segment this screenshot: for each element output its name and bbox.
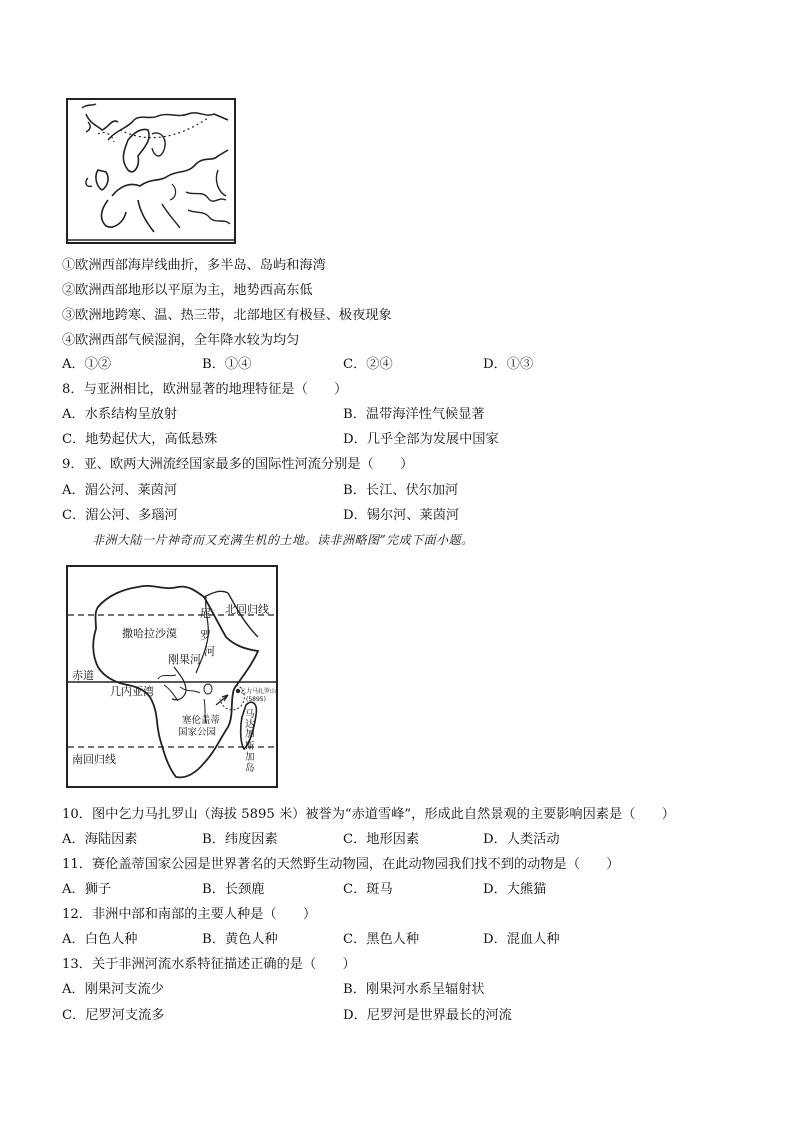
q11-option-b[interactable]: B．长颈鹿 <box>202 882 265 897</box>
statement-3: ③欧洲地跨寒、温、热三带，北部地区有极昼、极夜现象 <box>62 308 392 323</box>
q8-stem: 8．与亚洲相比，欧洲显著的地理特征是（ ） <box>62 382 348 397</box>
q12-stem: 12．非洲中部和南部的主要人种是（ ） <box>62 907 317 922</box>
europe-map-drawing <box>68 100 234 242</box>
congo-river-label: 刚果河 <box>168 653 201 666</box>
q8-option-c[interactable]: C．地势起伏大，高低悬殊 <box>62 432 218 447</box>
q12-option-b[interactable]: B．黄色人种 <box>202 932 278 947</box>
q9-option-d[interactable]: D．锡尔河、莱茵河 <box>343 508 460 523</box>
q10-option-d[interactable]: D．人类活动 <box>483 832 560 847</box>
q11-stem: 11．赛伦盖蒂国家公园是世界著名的天然野生动物园，在此动物园我们找不到的动物是（ ） <box>62 857 620 872</box>
q10-stem: 10．图中乞力马扎罗山（海拔 5895 米）被誉为“赤道雪峰”，形成此自然景观的主要影响因素是（ ） <box>62 807 675 822</box>
q8-option-b[interactable]: B．温带海洋性气候显著 <box>343 407 485 422</box>
q7-option-a[interactable]: A．①② <box>62 357 112 372</box>
q11-option-a[interactable]: A．狮子 <box>62 882 112 897</box>
q11-option-d[interactable]: D．大熊猫 <box>483 882 547 897</box>
sahara-label: 撒哈拉沙漠 <box>122 627 177 640</box>
q9-option-c[interactable]: C．湄公河、多瑙河 <box>62 508 178 523</box>
guinea-gulf-label: 几内亚湾 <box>110 685 154 698</box>
madagascar-label-3: 加 <box>245 729 255 740</box>
q10-option-a[interactable]: A．海陆因素 <box>62 832 138 847</box>
q9-stem: 9．亚、欧两大洲流经国家最多的国际性河流分别是（ ） <box>62 457 414 472</box>
q8-option-d[interactable]: D．几乎全部为发展中国家 <box>343 432 499 447</box>
q11-option-c[interactable]: C．斑马 <box>343 882 393 897</box>
statement-2: ②欧洲西部地形以平原为主，地势西高东低 <box>62 283 313 298</box>
africa-map <box>66 565 278 788</box>
q7-option-c[interactable]: C．②④ <box>343 357 393 372</box>
tropic-capricorn-label: 南回归线 <box>72 753 116 766</box>
q13-option-b[interactable]: B．刚果河水系呈辐射状 <box>343 982 485 997</box>
tropic-cancer-label: 北回归线 <box>225 603 269 616</box>
q12-option-d[interactable]: D．混血人种 <box>483 932 560 947</box>
madagascar-label-1: 马 <box>245 709 255 720</box>
q12-option-c[interactable]: C．黑色人种 <box>343 932 420 947</box>
q10-option-b[interactable]: B．纬度因素 <box>202 832 278 847</box>
q7-option-b[interactable]: B．①④ <box>202 357 252 372</box>
q7-option-d[interactable]: D．①③ <box>483 357 534 372</box>
q8-option-a[interactable]: A．水系结构呈放射 <box>62 407 178 422</box>
africa-intro: 非洲大陆一片神奇而又充满生机的土地。读非洲略图”完成下面小题。 <box>92 533 474 547</box>
q10-option-c[interactable]: C．地形因素 <box>343 832 420 847</box>
q13-option-d[interactable]: D．尼罗河是世界最长的河流 <box>343 1008 512 1023</box>
nile-label-2: 罗 <box>200 629 211 642</box>
statement-4: ④欧洲西部气候湿润，全年降水较为均匀 <box>62 333 300 348</box>
serengeti-label-1: 塞伦盖蒂 <box>182 715 221 726</box>
europe-map <box>66 98 236 244</box>
q13-stem: 13．关于非洲河流水系特征描述正确的是（ ） <box>62 957 356 972</box>
q12-option-a[interactable]: A．白色人种 <box>62 932 138 947</box>
madagascar-label-5: 加 <box>245 752 255 763</box>
madagascar-label-6: 岛 <box>245 763 255 774</box>
q9-option-a[interactable]: A．湄公河、莱茵河 <box>62 483 178 498</box>
africa-map-drawing <box>68 567 276 786</box>
kilimanjaro-height-label: (5895) <box>246 696 266 703</box>
madagascar-label-4: 斯 <box>245 741 255 752</box>
kilimanjaro-label: 乞力马扎罗山 <box>240 688 276 695</box>
statement-1: ①欧洲西部海岸线曲折，多半岛、岛屿和海湾 <box>62 258 326 273</box>
q13-option-c[interactable]: C．尼罗河支流多 <box>62 1008 165 1023</box>
equator-label: 赤道 <box>72 669 94 682</box>
madagascar-label-2: 达 <box>245 719 255 730</box>
q13-option-a[interactable]: A．刚果河支流少 <box>62 982 164 997</box>
serengeti-label-2: 国家公园 <box>178 727 217 738</box>
nile-label-1: 尼 <box>200 607 211 620</box>
nile-label-3: 河 <box>204 645 215 658</box>
q9-option-b[interactable]: B．长江、伏尔加河 <box>343 483 459 498</box>
